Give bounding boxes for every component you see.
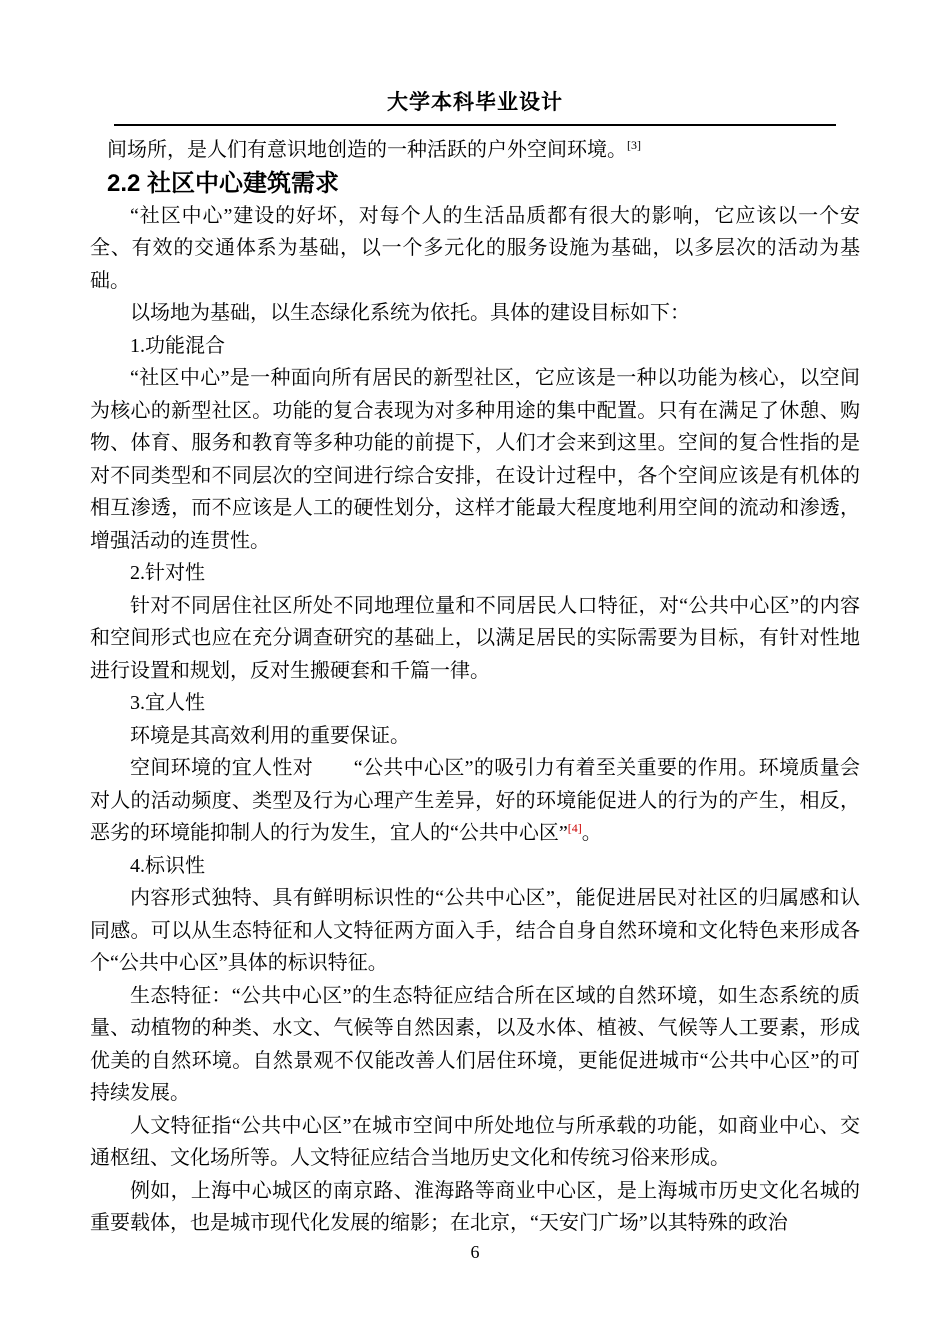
document-body xyxy=(90,126,860,1240)
paragraph-text: 空间环境的宜人性对 “公共中心区”的吸引力有着至关重要的作用。环境质量会对人的活动频度、类型及行为心理产生差异，好的环境能促进人的行为的产生，相反，恶劣的环境能抑制人的行为发生，宜人的“公共中心区” xyxy=(90,757,860,844)
citation-ref-4: [4] xyxy=(567,821,582,835)
running-header-title: 大学本科毕业设计 xyxy=(387,91,563,114)
paragraph-text: 间场所，是人们有意识地创造的一种活跃的户外空间环境。 xyxy=(107,139,627,161)
paragraph: “社区中心”建设的好坏，对每个人的生活品质都有很大的影响，它应该以一个安全、有效的交通体系为基础，以一个多元化的服务设施为基础，以多层次的活动为基础。 xyxy=(90,204,860,292)
paragraph-ecological-feature: 生态特征：“公共中心区”的生态特征应结合所在区域的自然环境，如生态系统的质量、动植物的种类、水文、气候等自然因素，以及水体、植被、气候等人工要素，形成优美的自然环境。自然景观不仅能改善人们居住环境，更能促进城市“公共中心区”的可持续发展。 xyxy=(90,984,860,1104)
citation-ref-3: [3] xyxy=(627,138,641,152)
paragraph: 内容形式独特、具有鲜明标识性的“公共中心区”，能促进居民对社区的归属感和认同感。可以从生态特征和人文特征两方面入手，结合自身自然环境和文化特色来形成各个“公共中心区”具体的标识特征。 xyxy=(90,887,860,974)
paragraph: 以场地为基础，以生态绿化系统为依托。具体的建设目标如下： xyxy=(130,302,690,324)
paragraph-continuation xyxy=(90,134,860,167)
list-item-4-identity: 4.标识性 xyxy=(130,854,205,877)
list-item-3-pleasant: 3.宜人性 xyxy=(130,692,205,714)
paragraph: 针对不同居住社区所处不同地理位量和不同居民人口特征，对“公共中心区”的内容和空间形式也应在充分调查研究的基础上，以满足居民的实际需要为目标，有针对性地进行设置和规划，反对生搬硬套和千篇一律。 xyxy=(90,594,860,682)
paragraph: “社区中心”是一种面向所有居民的新型社区，它应该是一种以功能为核心，以空间为核心的新型社区。功能的复合表现为对多种用途的集中配置。只有在满足了休憩、购物、体育、服务和教育等多种功能的前提下，人们才会来到这里。空间的复合性指的是对不同类型和不同层次的空间进行综合安排，在设计过程中，各个空间应该是有机体的相互渗透，而不应该是人工的硬性划分，这样才能最大程度地利用空间的流动和渗透，增强活动的连贯性。 xyxy=(90,367,860,552)
paragraph: 环境是其高效利用的重要保证。 xyxy=(130,724,410,747)
list-item-2-targeted: 2.针对性 xyxy=(130,562,205,584)
paragraph-with-citation xyxy=(90,752,860,850)
paragraph-tail: 。 xyxy=(581,822,602,844)
page-number: 6 xyxy=(470,1242,480,1262)
paragraph-humanistic-feature: 人文特征指“公共中心区”在城市空间中所处地位与所承载的功能，如商业中心、交通枢纽、文化场所等。人文特征应结合当地历史文化和传统习俗来形成。 xyxy=(90,1114,860,1169)
list-item-1-function-mix: 1.功能混合 xyxy=(130,334,225,357)
paragraph-example: 例如，上海中心城区的南京路、淮海路等商业中心区，是上海城市历史文化名城的重要载体，也是城市现代化发展的缩影；在北京，“天安门广场”以其特殊的政治 xyxy=(90,1179,860,1234)
section-heading-2-2: 2.2 社区中心建筑需求 xyxy=(107,169,340,197)
page-header xyxy=(114,0,836,126)
